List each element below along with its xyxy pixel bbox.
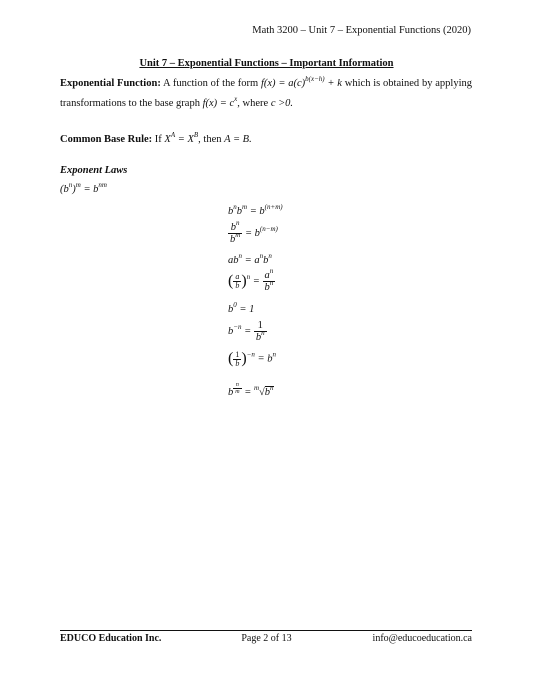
common-base-label: Common Base Rule:	[60, 134, 153, 145]
common-base-text-b: , then	[198, 134, 222, 145]
footer-page-number: Page 2 of 13	[241, 633, 292, 644]
power-of-product-law: $ab^n = a^nb^n$	[228, 252, 272, 266]
footer-divider	[60, 630, 472, 631]
definition-condition: c >0.	[270, 98, 294, 109]
definition-text-b: which is obtained by applying transformations to the base graph	[60, 78, 473, 109]
quotient-fraction: $\frac{b^n}{b^m}$	[230, 219, 241, 245]
common-base-rule	[60, 130, 472, 150]
negative-exponent-law: $b^{-n}$ = $\frac{1}{b^n}$	[228, 320, 265, 343]
one-over-bn-fraction: $\frac{1}{b^n}$	[255, 320, 265, 343]
power-of-quotient-law: ( $\frac{a}{b}$ )$^n$ = $\frac{a^n}{b^n}$	[228, 267, 274, 293]
result-fraction-an-over-bn: $\frac{a^n}{b^n}$	[264, 267, 274, 293]
document-title: Unit 7 – Exponential Functions – Important Information	[139, 58, 394, 69]
definition-text-a: A function of the form	[163, 78, 259, 89]
rational-exponent-law: b $^{\frac{n}{m}}$ = $^m√b^n$	[228, 382, 274, 399]
footer-company: EDUCO Education Inc.	[60, 633, 162, 644]
exponent-laws-heading: Exponent Laws	[60, 165, 128, 176]
common-base-result: A = B.	[224, 134, 252, 145]
inner-fraction-one-over-b: $\frac{1}{b}$	[235, 349, 240, 368]
base-graph-equation: $f(x) = c^x$	[202, 95, 238, 109]
zero-exponent-law: $b^0 = 1$	[228, 301, 255, 315]
definition-label: Exponential Function:	[60, 78, 161, 89]
power-of-power-law: $(b^n)^m = b^{nm}$	[60, 181, 107, 195]
product-law: $b^nb^m = b^{(n+m)}$	[228, 203, 283, 217]
quotient-law: $\frac{b^n}{b^m}$ = $b^{(n-m)}$	[230, 219, 278, 245]
definition-text-c: , where	[237, 98, 269, 109]
exponential-function-definition	[60, 74, 472, 114]
page-header: Math 3200 – Unit 7 – Exponential Functions (2020)	[252, 25, 471, 36]
inner-fraction-a-over-b: $\frac{a}{b}$	[235, 272, 240, 290]
general-form-equation: $f(x) = a(c)^{b(x-h)} + k$	[260, 75, 342, 89]
n-over-m-exponent: n m	[235, 382, 240, 395]
footer-email: info@educoeducation.ca	[372, 633, 472, 644]
common-base-text-a: If	[154, 134, 162, 145]
reciprocal-base-law: ( $\frac{1}{b}$ )$^{-n} = b^n$	[228, 349, 276, 368]
common-base-equation: $X^A = X^B$	[164, 131, 199, 145]
